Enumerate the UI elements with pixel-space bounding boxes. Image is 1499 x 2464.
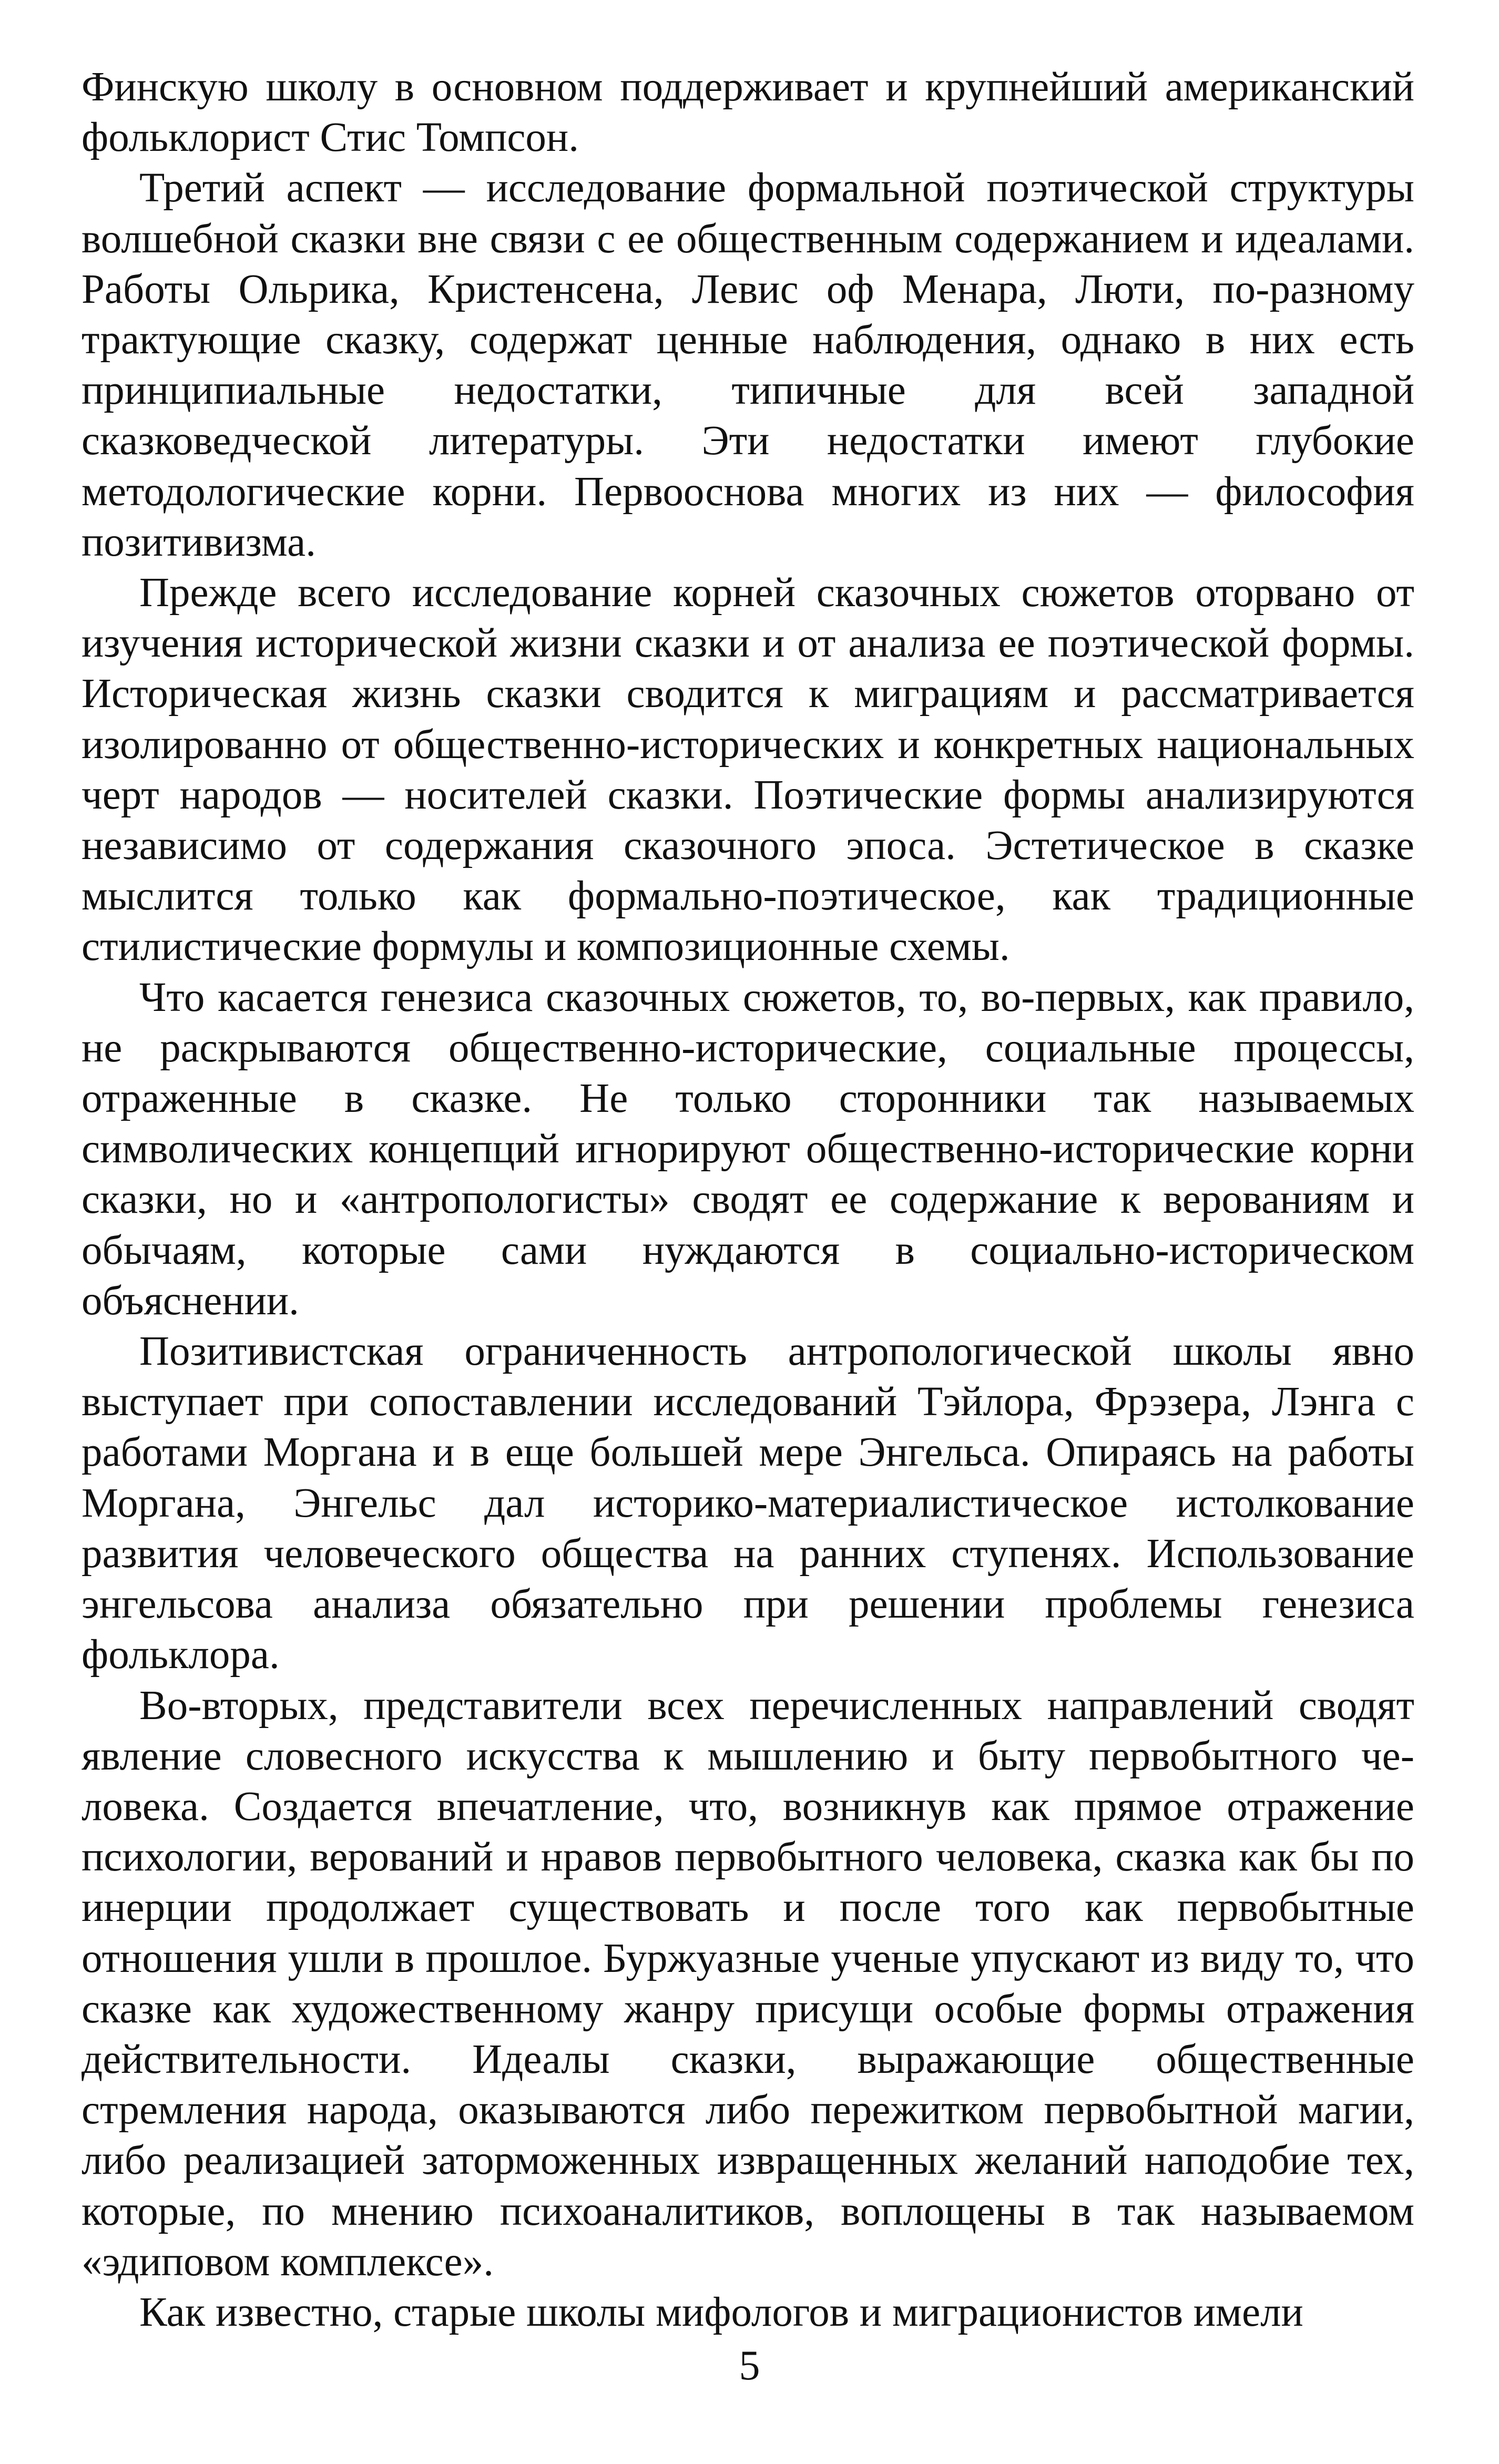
paragraph-2: Третий аспект — исследование формальной поэтической структуры волшебной сказки вне связи с ее общественным содержанием и идеалами. Работы Ольрика, Кристенсена, Левис оф Менара, Люти, по-разному трактующие сказку, содержат ценные наблюдения, однако в них есть принципиальные недостатки, типичные для всей западной сказковедческой литературы. Эти недостатки имеют глубокие методологические корни. Первооснова многих из них — философия позитивизма.	[81, 165, 1414, 565]
paragraph-3: Прежде всего исследование корней сказочных сюжетов оторвано от изучения исторической жизни сказки и от анализа ее поэтической формы. Историческая жизнь сказки сводится к миграциям и рассматривается изолированно от общественно-исторических и конкретных национальных черт народов — носителей сказки. Поэтические формы анализируются независимо от содержания сказочного эпоса. Эстетическое в сказке мыслится только как формально-поэтическое, как традиционные стилистические формулы и композиционные схемы.	[81, 570, 1414, 970]
paragraph-6: Во-вторых, представители всех перечисленных направлений сводят явление словесного искусства к мышлению и быту первобытного человека. Создается впечатление, что, возникнув как прямое отражение психологии, верований и нравов первобытного человека, сказка как бы по инерции продолжает существовать и после того как первобытные отношения ушли в прошлое. Буржуазные ученые упускают из виду то, что сказке как художественному жанру присущи особые формы отражения действительности. Идеалы сказки, выражающие общественные стремления народа, оказываются либо пережитком первобытной магии, либо реализацией заторможенных извращенных желаний наподобие тех, которые, по мнению психоаналитиков, воплощены в так называемом «эдиповом комплексе».	[81, 1682, 1414, 2285]
paragraph-7: Как известно, старые школы мифологов и миграционистов имели	[139, 2289, 1303, 2335]
body-text	[81, 62, 1414, 2338]
page-number: 5	[739, 2343, 760, 2389]
paragraph-5: Позитивистская ограниченность антропологической школы явно выступает при сопоставлении исследований Тэйлора, Фрэзера, Лэнга с работами Моргана и в еще большей мере Энгельса. Опираясь на работы Моргана, Энгельс дал историко-материалистическое истолкование развития человеческого общества на ранних ступенях. Использование энгельсова анализа обязательно при решении проблемы генезиса фольклора.	[81, 1328, 1414, 1678]
paragraph-1: Финскую школу в основном поддерживает и крупнейший американский фольклорист Стис Томпсон.	[81, 64, 1414, 161]
paragraph-4: Что касается генезиса сказочных сюжетов, то, во-первых, как правило, не раскрываются общественно-исторические, социальные процессы, отраженные в сказке. Не только сторонники так называемых символических концепций игнорируют общественно-исторические корни сказки, но и «антропологисты» сводят ее содержание к верованиям и обычаям, которые сами нуждаются в социально-историческом объяснении.	[81, 974, 1414, 1324]
